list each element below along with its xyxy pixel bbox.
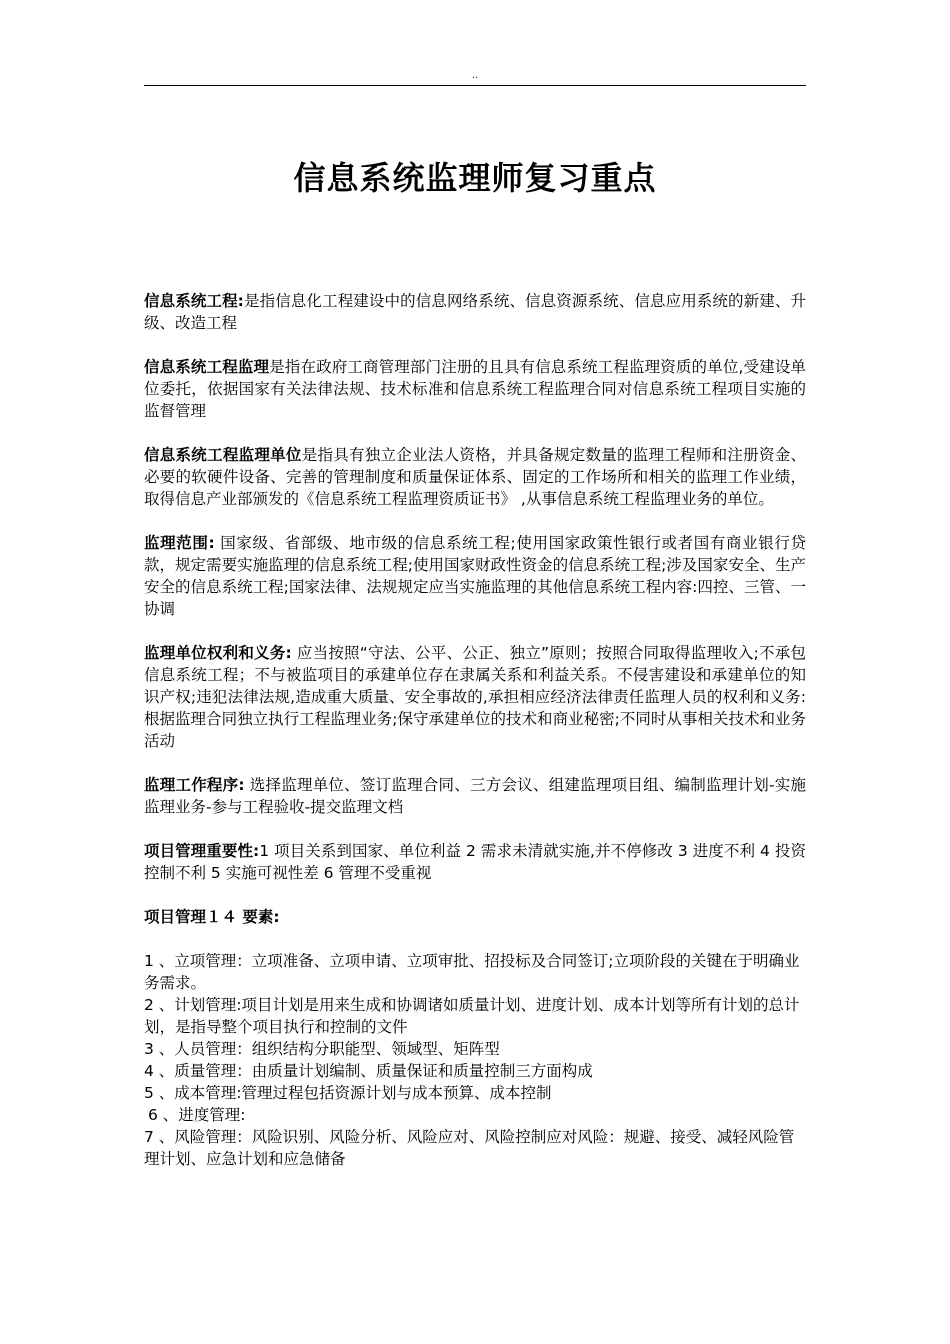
pm-elements-list bbox=[144, 950, 806, 1170]
term-text: 国家级、省部级、地市级的信息系统工程;使用国家政策性银行或者国有商业银行贷款，规定需要实施监理的信息系统工程;使用国家财政性资金的信息系统工程;涉及国家安全、生产安全的信息系统工程;国家法律、法规规定应当实施监理的其他信息系统工程内容:四控、三管、一协调 bbox=[144, 534, 806, 618]
term-label: 项目管理重要性: bbox=[144, 842, 260, 860]
term-text: 应当按照“守法、公平、公正、独立”原则；按照合同取得监理收入;不承包信息系统工程；不与被监项目的承建单位存在隶属关系和利益关系。不侵害建设和承建单位的知识产权;违犯法律法规,造成重大质量、安全事故的,承担相应经济法律责任监理人员的权利和义务:根据监理合同独立执行工程监理业务;保守承建单位的技术和商业秘密;不同时从事相关技术和业务活动 bbox=[144, 644, 807, 750]
list-item: 7 、风险管理：风险识别、风险分析、风险应对、风险控制应对风险：规避、接受、减轻风险管理计划、应急计划和应急储备 bbox=[144, 1128, 795, 1168]
term-text: 是指具有独立企业法人资格，并具备规定数量的监理工程师和注册资金、必要的软硬件设备、完善的管理制度和质量保证体系、固定的工作场所和相关的监理工作业绩，取得信息产业部颁发的《信息系统工程监理资质证书》 ,从事信息系统工程监理业务的单位。 bbox=[144, 446, 806, 508]
paragraph-rights-obligations bbox=[144, 642, 806, 752]
term-label: 信息系统工程: bbox=[144, 292, 244, 310]
term-label: 信息系统工程监理单位 bbox=[144, 446, 302, 464]
term-label: 监理范围: bbox=[144, 534, 215, 552]
list-item: 6 、进度管理: bbox=[148, 1106, 246, 1124]
paragraph-definition-supervision-unit bbox=[144, 444, 806, 510]
term-label: 监理单位权利和义务: bbox=[144, 644, 292, 662]
paragraph-pm-elements-heading bbox=[144, 906, 806, 928]
term-text: 1 项目关系到国家、单位利益 2 需求未清就实施,并不停修改 3 进度不利 4 投资控制不利 5 实施可视性差 6 管理不受重视 bbox=[144, 842, 806, 882]
list-item: 2 、计划管理:项目计划是用来生成和协调诸如质量计划、进度计划、成本计划等所有计划的总计划，是指导整个项目执行和控制的文件 bbox=[144, 996, 800, 1036]
term-text: 选择监理单位、签订监理合同、三方会议、组建监理项目组、编制监理计划-实施监理业务-参与工程验收-提交监理文档 bbox=[144, 776, 807, 816]
paragraph-supervision-scope bbox=[144, 532, 806, 620]
paragraph-pm-importance bbox=[144, 840, 806, 884]
list-item: 5 、成本管理:管理过程包括资源计划与成本预算、成本控制 bbox=[144, 1084, 552, 1102]
list-item: 1 、立项管理：立项准备、立项申请、立项审批、招投标及合同签订;立项阶段的关键在于明确业务需求。 bbox=[144, 952, 800, 992]
section-heading: 项目管理１４ 要素: bbox=[144, 908, 280, 926]
term-text: 是指在政府工商管理部门注册的且具有信息系统工程监理资质的单位,受建设单位委托，依据国家有关法律法规、技术标准和信息系统工程监理合同对信息系统工程项目实施的监督管理 bbox=[144, 358, 806, 420]
list-item: 4 、质量管理：由质量计划编制、质量保证和质量控制三方面构成 bbox=[144, 1062, 593, 1080]
paragraph-definition-supervision bbox=[144, 356, 806, 422]
header-mark: .. bbox=[471, 70, 479, 81]
document-body bbox=[144, 290, 806, 1170]
term-label: 信息系统工程监理 bbox=[144, 358, 270, 376]
page-title: 信息系统监理师复习重点 bbox=[293, 159, 657, 197]
paragraph-work-procedure bbox=[144, 774, 806, 818]
list-item: 3 、人员管理：组织结构分职能型、领域型、矩阵型 bbox=[144, 1040, 500, 1058]
term-text: 是指信息化工程建设中的信息网络系统、信息资源系统、信息应用系统的新建、升级、改造工程 bbox=[144, 292, 806, 332]
header-rule bbox=[144, 85, 806, 86]
term-label: 监理工作程序: bbox=[144, 776, 245, 794]
paragraph-definition-system-engineering bbox=[144, 290, 806, 334]
